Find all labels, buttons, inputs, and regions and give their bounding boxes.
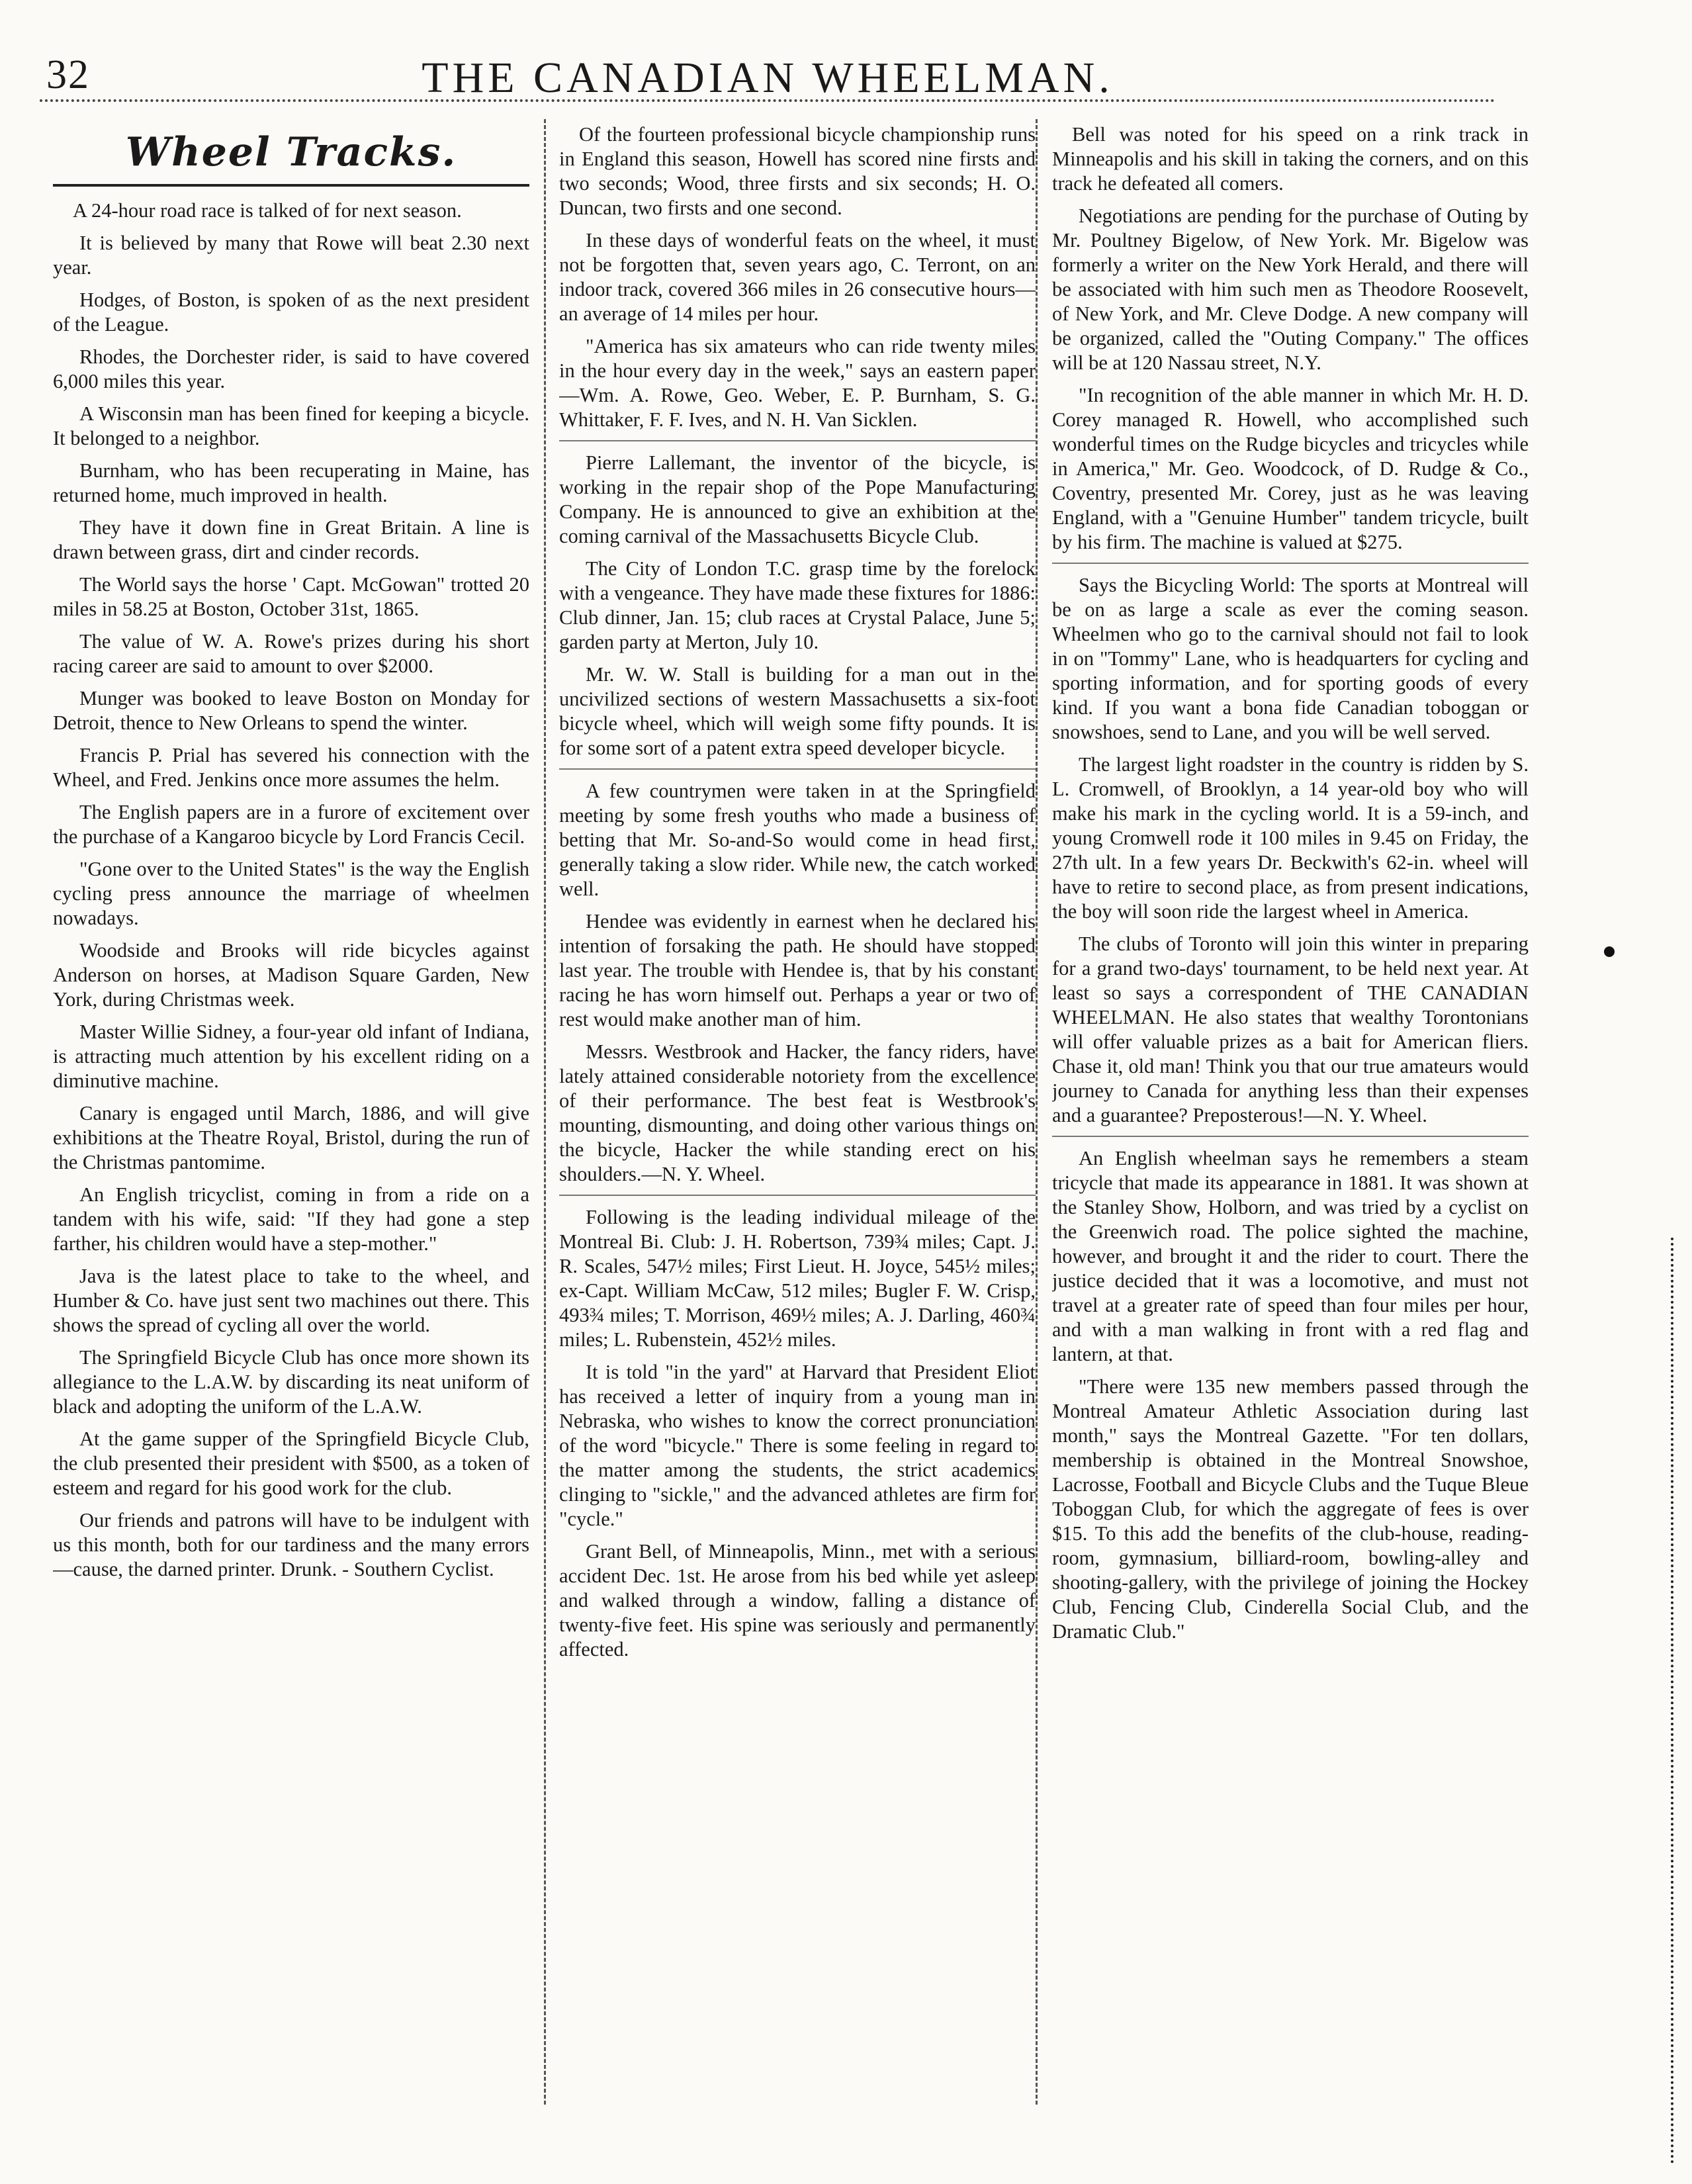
news-item: Grant Bell, of Minneapolis, Minn., met with a serious accident Dec. 1st. He arose from his bed while yet asleep and walked through a window, falling a distance of twenty-five feet. His spine was seriously and permanently affected. bbox=[559, 1540, 1036, 1661]
news-item: It is believed by many that Rowe will beat 2.30 next year. bbox=[53, 232, 529, 279]
news-item: Following is the leading individual mileage of the Montreal Bi. Club: J. H. Robertson, 739¾ miles; Capt. J. R. Scales, 547½ miles; First Lieut. H. Joyce, 545½ miles; ex-Capt. William McCaw, 512 miles; Bugler F. W. Crisp, 493¾ miles; T. Morrison, 469½ miles; A. J. Darling, 460¾ miles; L. Rubenstein, 452½ miles. bbox=[559, 1206, 1036, 1351]
news-item: Woodside and Brooks will ride bicycles against Anderson on horses, at Madison Square Garden, New York, during Christmas week. bbox=[53, 939, 529, 1011]
column-1 bbox=[53, 122, 529, 2128]
paragraph-separator bbox=[559, 768, 1036, 770]
column-2 bbox=[559, 122, 1036, 2128]
news-item: Burnham, who has been recuperating in Maine, has returned home, much improved in health. bbox=[53, 459, 529, 506]
news-item: Java is the latest place to take to the wheel, and Humber & Co. have just sent two machines out there. This shows the spread of cycling all over the world. bbox=[53, 1265, 529, 1336]
news-item: "Gone over to the United States" is the way the English cycling press announce the marriage of wheelmen nowadays. bbox=[53, 858, 529, 929]
paragraph-separator bbox=[559, 1195, 1036, 1196]
news-item: Our friends and patrons will have to be indulgent with us this month, both for our tardiness and the many errors—cause, the darned printer. Drunk. - Southern Cyclist. bbox=[53, 1509, 529, 1580]
news-item: At the game supper of the Springfield Bicycle Club, the club presented their president with $500, as a token of esteem and regard for his good work for the club. bbox=[53, 1428, 529, 1499]
news-item: Hodges, of Boston, is spoken of as the next president of the League. bbox=[53, 289, 529, 336]
page-number: 32 bbox=[46, 52, 90, 97]
news-item: Mr. W. W. Stall is building for a man out in the uncivilized sections of western Massachusetts a six-foot bicycle wheel, which will weigh some fifty pounds. It is for some sort of a patent extra speed developer bicycle. bbox=[559, 663, 1036, 759]
paragraph-separator bbox=[559, 440, 1036, 441]
news-item: The clubs of Toronto will join this winter in preparing for a grand two-days' tournament, to be held next year. At least so says a correspondent of THE CANADIAN WHEELMAN. He also states that wealthy Torontonians will offer valuable prizes as a bait for American fliers. Chase it, old man! Think you that our true amateurs would journey to Canada for anything less than their expenses and a guarantee? Preposterous!—N. Y. Wheel. bbox=[1052, 933, 1529, 1126]
news-item: It is told "in the yard" at Harvard that President Eliot has received a letter of inquiry from a young man in Nebraska, who wishes to know the correct pronunciation of the word "bicycle." There is some feeling in regard to the matter among the students, the strict academics clinging to "sickle," and the advanced athletes are firm for "cycle." bbox=[559, 1361, 1036, 1530]
news-item: An English wheelman says he remembers a steam tricycle that made its appearance in 1881. It was shown at the Stanley Show, Holborn, and was tried by a cyclist on the Greenwich road. The police sighted the machine, however, and brought it and the rider to court. There the justice decided that it was a locomotive, and must not travel at a greater rate of speed than four miles per hour, and with a man walking in front with a red flag and lantern, at that. bbox=[1052, 1147, 1529, 1365]
news-item: Messrs. Westbrook and Hacker, the fancy riders, have lately attained considerable notoriety from the excellence of their performance. The best feat is Westbrook's mounting, dismounting, and doing other various things on the bicycle, Hacker the while standing erect on his shoulders.—N. Y. Wheel. bbox=[559, 1040, 1036, 1185]
news-item: The Springfield Bicycle Club has once more shown its allegiance to the L.A.W. by discarding its neat uniform of black and adopting the uniform of the L.A.W. bbox=[53, 1346, 529, 1418]
news-item: The English papers are in a furore of excitement over the purchase of a Kangaroo bicycle by Lord Francis Cecil. bbox=[53, 801, 529, 848]
news-item: "In recognition of the able manner in which Mr. H. D. Corey managed R. Howell, who accomplished such wonderful times on the Rudge bicycles and tricycles while in America," Mr. Geo. Woodcock, of D. Rudge & Co., Coventry, presented Mr. Corey, just as he was leaving England, with a "Genuine Humber" tandem tricycle, built by his firm. The machine is valued at $275. bbox=[1052, 384, 1529, 553]
news-item: A Wisconsin man has been fined for keeping a bicycle. It belonged to a neighbor. bbox=[53, 402, 529, 449]
news-item: The largest light roadster in the country is ridden by S. L. Cromwell, of Brooklyn, a 14 year-old boy who will make his mark in the cycling world. It is a 59-inch, and young Cromwell rode it 100 miles in 9.45 on Friday, the 27th ult. In a few years Dr. Beckwith's 62-in. wheel will have to retire to second place, as from present indications, the boy will soon ride the largest wheel in America. bbox=[1052, 753, 1529, 923]
news-item: Francis P. Prial has severed his connection with the Wheel, and Fred. Jenkins once more assumes the helm. bbox=[53, 744, 529, 791]
section-title: Wheel Tracks. bbox=[125, 129, 457, 175]
news-item: "There were 135 new members passed through the Montreal Amateur Athletic Association during last month," says the Montreal Gazette. "For ten dollars, membership is obtained in the Montreal Snowshoe, Lacrosse, Football and Bicycle Clubs and the Tuque Bleue Toboggan Club, for which the aggregate of fees is over $15. To this add the benefits of the club-house, reading-room, gymnasium, billiard-room, bowling-alley and shooting-gallery, with the privilege of joining the Hockey Club, Fencing Club, Cinderella Social Club, and the Dramatic Club." bbox=[1052, 1375, 1529, 1643]
news-item: Pierre Lallemant, the inventor of the bicycle, is working in the repair shop of the Pope Manufacturing Company. He is announced to give an exhibition at the coming carnival of the Massachusetts Bicycle Club. bbox=[559, 451, 1036, 547]
section-rule bbox=[53, 184, 529, 187]
column-divider bbox=[1036, 119, 1038, 2105]
ink-speck bbox=[1604, 946, 1615, 957]
news-item: "America has six amateurs who can ride twenty miles in the hour every day in the week," says an eastern paper—Wm. A. Rowe, Geo. Weber, E. P. Burnham, S. G. Whittaker, F. F. Ives, and N. H. Van Sicklen. bbox=[559, 335, 1036, 431]
news-item: An English tricyclist, coming in from a ride on a tandem with his wife, said: "If they had gone a step farther, his children would have a step-mother." bbox=[53, 1183, 529, 1255]
paragraph-separator bbox=[1052, 563, 1529, 564]
news-item: They have it down fine in Great Britain. A line is drawn between grass, dirt and cinder records. bbox=[53, 516, 529, 563]
news-item: Negotiations are pending for the purchase of Outing by Mr. Poultney Bigelow, of New York. Mr. Bigelow was formerly a writer on the New York Herald, and there will be associated with him such men as Theodore Roosevelt, of New York, and Mr. Cleve Dodge. A new company will be organized, called the "Outing Company." The offices will be at 120 Nassau street, N.Y. bbox=[1052, 205, 1529, 374]
news-item: Rhodes, the Dorchester rider, is said to have covered 6,000 miles this year. bbox=[53, 345, 529, 392]
news-item: A few countrymen were taken in at the Springfield meeting by some fresh youths who made a business of betting that Mr. So-and-So would come in head first, generally taking a slow rider. While new, the catch worked well. bbox=[559, 780, 1036, 900]
news-item: Of the fourteen professional bicycle championship runs in England this season, Howell has scored nine firsts and two seconds; Wood, three firsts and six seconds; H. O. Duncan, two firsts and one second. bbox=[559, 123, 1036, 219]
news-item: Says the Bicycling World: The sports at Montreal will be on as large a scale as ever the coming season. Wheelmen who go to the carnival should not fail to look in on "Tommy" Lane, who is headquarters for cycling and sporting information, and for sporting goods of every kind. If you want a bona fide Canadian toboggan or snowshoes, send to Lane, and you will be well served. bbox=[1052, 574, 1529, 743]
news-item: Bell was noted for his speed on a rink track in Minneapolis and his skill in taking the corners, and on this track he defeated all comers. bbox=[1052, 123, 1529, 195]
publication-title: THE CANADIAN WHEELMAN. bbox=[422, 54, 1114, 102]
news-item: Hendee was evidently in earnest when he declared his intention of forsaking the path. He should have stopped last year. The trouble with Hendee is, that by his constant racing he has worn himself out. Perhaps a year or two of rest would make another man of him. bbox=[559, 910, 1036, 1030]
news-item: A 24-hour road race is talked of for next season. bbox=[73, 199, 462, 222]
news-item: The City of London T.C. grasp time by the forelock with a vengeance. They have made these fixtures for 1886: Club dinner, Jan. 15; club races at Crystal Palace, June 5; garden party at Merton, July 10. bbox=[559, 557, 1036, 653]
column-divider bbox=[544, 119, 546, 2105]
news-item: In these days of wonderful feats on the wheel, it must not be forgotten that, seven years ago, C. Terront, on an indoor track, covered 366 miles in 26 consecutive hours—an average of 14 miles per hour. bbox=[559, 229, 1036, 325]
news-item: Canary is engaged until March, 1886, and will give exhibitions at the Theatre Royal, Bristol, during the run of the Christmas pantomime. bbox=[53, 1102, 529, 1173]
margin-mark bbox=[1671, 1238, 1680, 2164]
news-item: Munger was booked to leave Boston on Monday for Detroit, thence to New Orleans to spend the winter. bbox=[53, 687, 529, 734]
news-item: The value of W. A. Rowe's prizes during his short racing career are said to amount to over $2000. bbox=[53, 630, 529, 677]
news-item: Master Willie Sidney, a four-year old infant of Indiana, is attracting much attention by his excellent riding on a diminutive machine. bbox=[53, 1021, 529, 1092]
paragraph-separator bbox=[1052, 1136, 1529, 1137]
column-3 bbox=[1052, 122, 1529, 2128]
header-rule bbox=[40, 99, 1495, 102]
news-item: The World says the horse ' Capt. McGowan" trotted 20 miles in 58.25 at Boston, October 31st, 1865. bbox=[53, 573, 529, 620]
